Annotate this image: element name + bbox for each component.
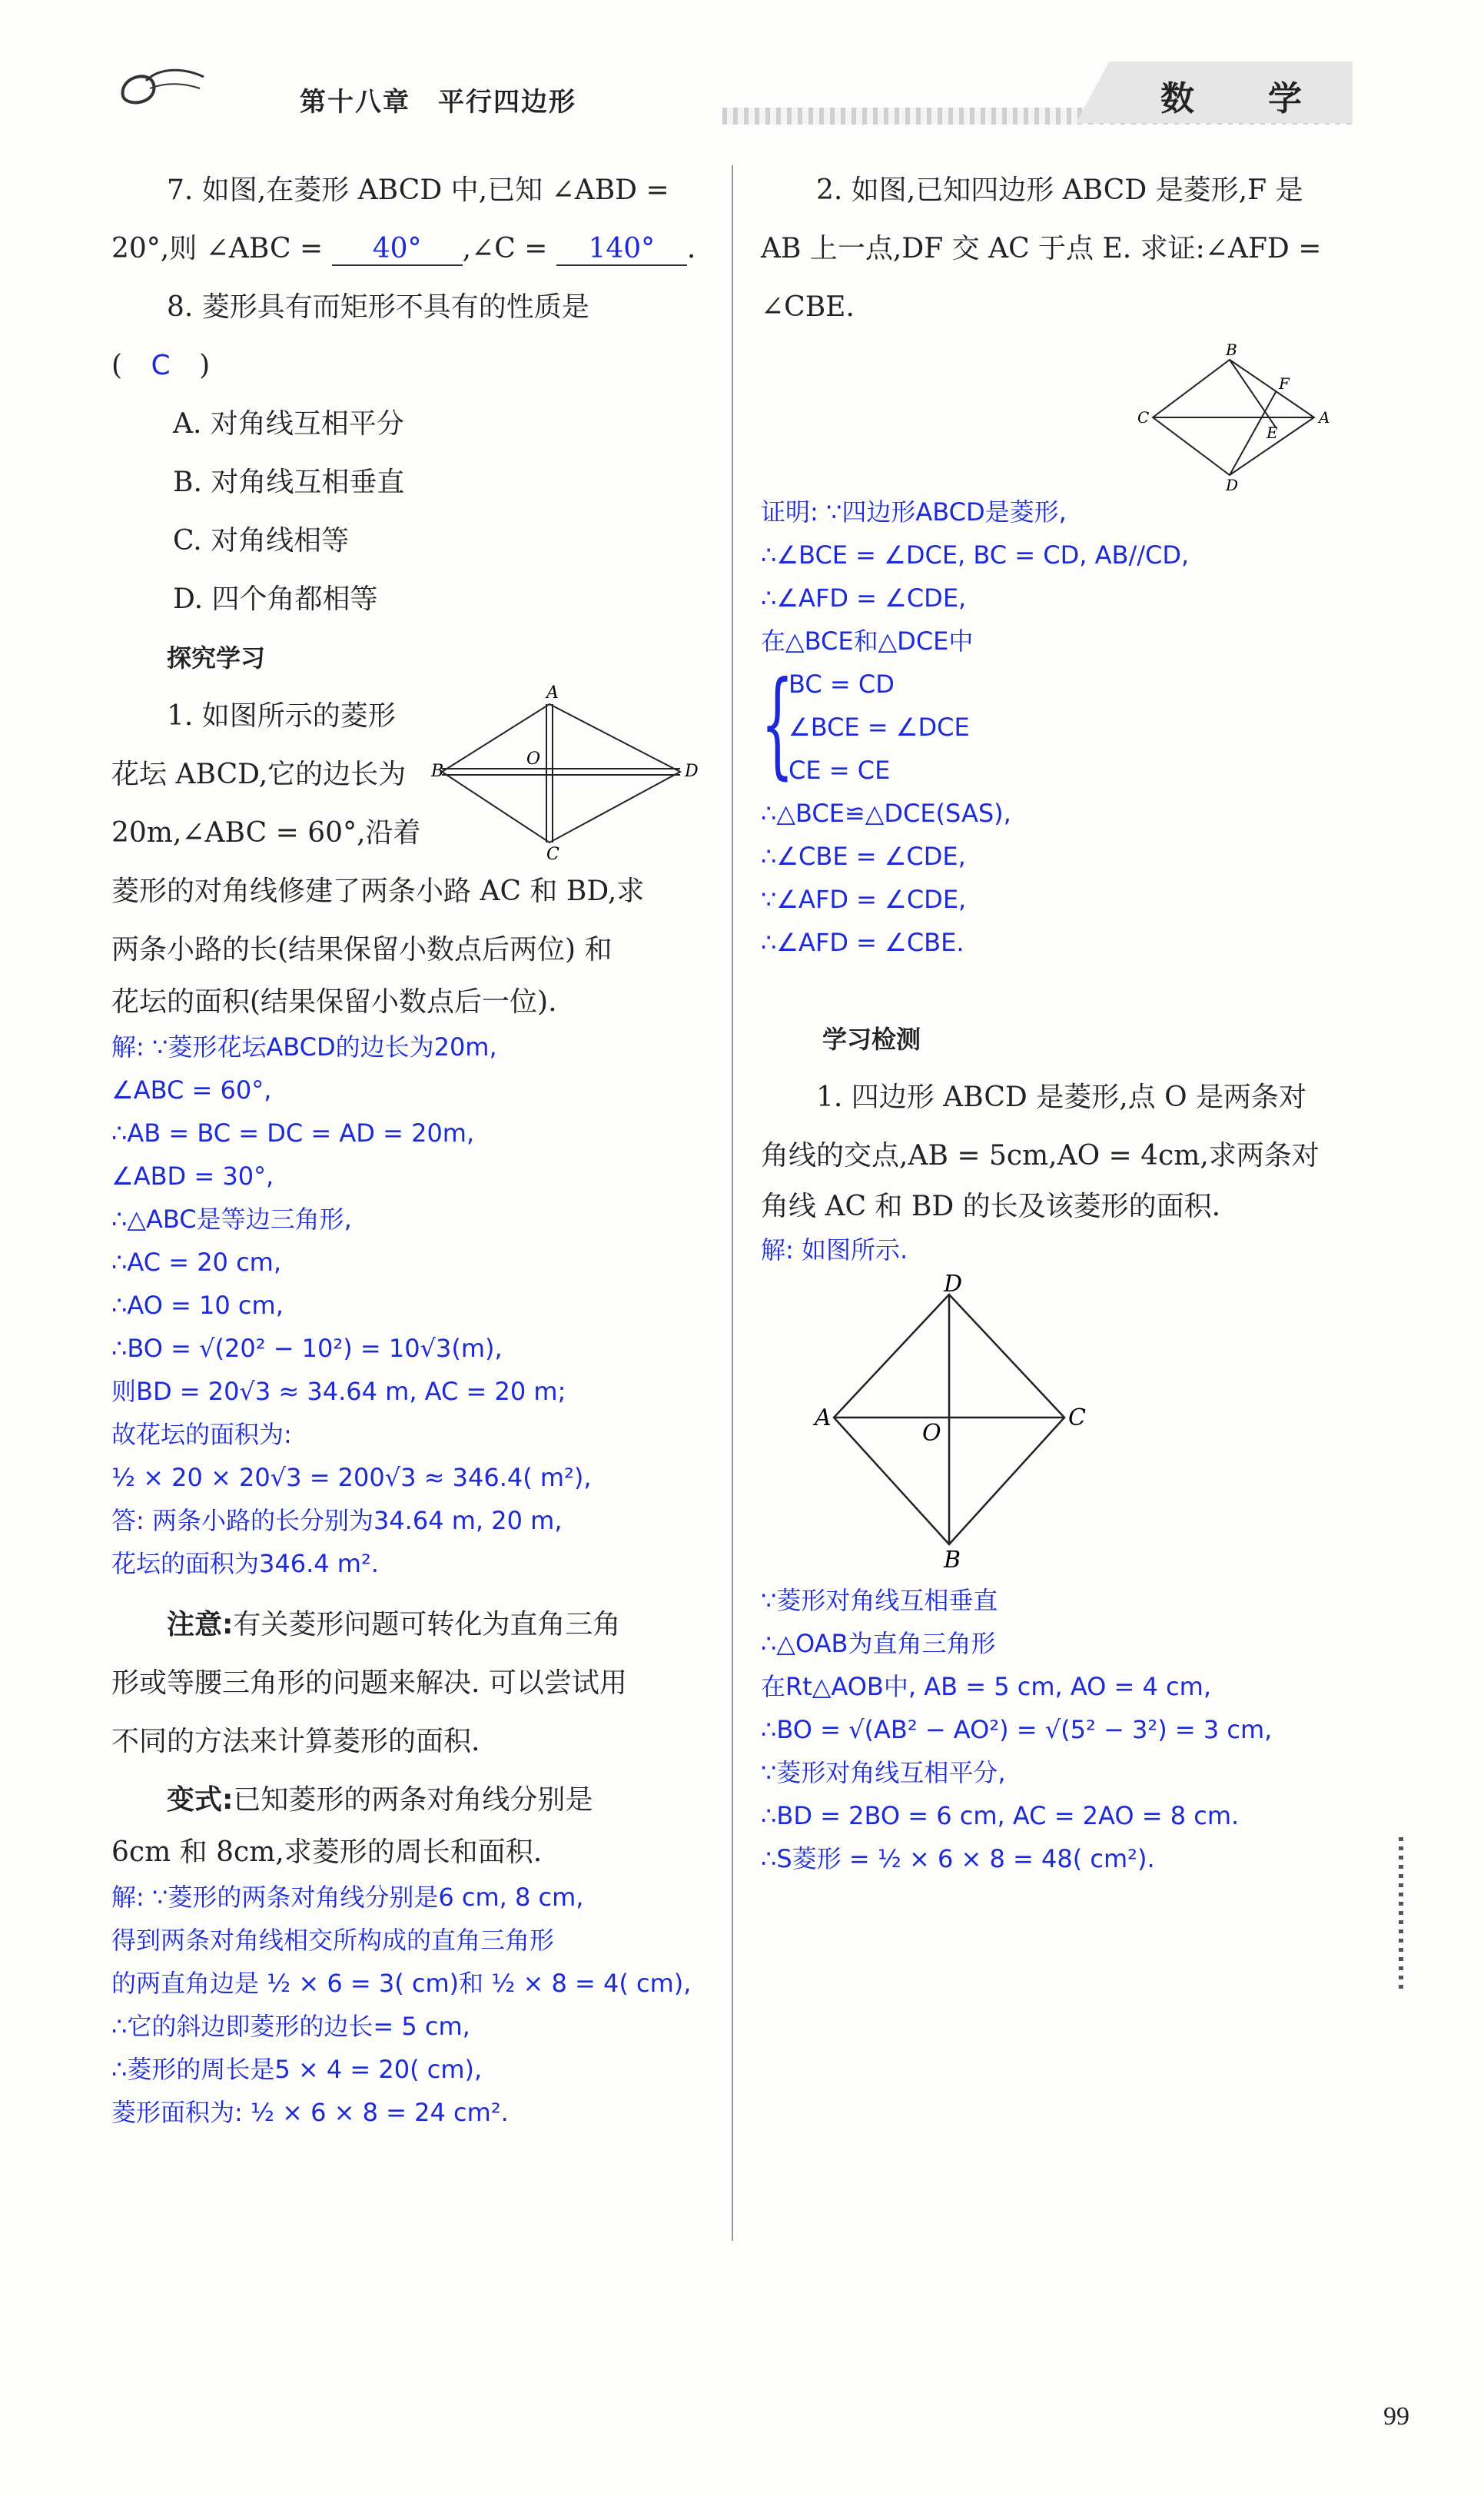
q8-line1: 8. 菱形具有而矩形不具有的性质是 (167, 291, 589, 323)
sol2-line: 解: ∵菱形的两条对角线分别是6 cm, 8 cm, (111, 1883, 584, 1912)
q7-end: . (686, 233, 696, 264)
fig1-label-b: B (431, 762, 444, 781)
fig3-label-c: C (1068, 1404, 1086, 1431)
q7-answer-abc: 40° (332, 234, 463, 266)
q2-proof (761, 490, 1353, 964)
q8-paren-open: ( (111, 350, 123, 381)
q8-option-d: D. 四个角都相等 (173, 583, 378, 615)
e1-solution (111, 1025, 711, 1585)
sol1-line: ∴△ABC是等边三角形, (111, 1205, 352, 1234)
t1-line1: 1. 四边形 ABCD 是菱形,点 O 是两条对 (816, 1082, 1307, 1113)
fig2-block (761, 337, 1353, 494)
variant-text: 已知菱形的两条对角线分别是 (233, 1784, 593, 1816)
system-lines (788, 663, 970, 792)
sol1-line: 故花坛的面积为: (111, 1420, 292, 1449)
fig1-label-d: D (685, 762, 699, 781)
sol3-line: 在Rt△AOB中, AB = 5 cm, AO = 4 cm, (761, 1672, 1211, 1701)
proof-line: 在△BCE和△DCE中 (761, 626, 974, 656)
e1-line3: 20m,∠ABC = 60°,沿着 (111, 817, 421, 849)
sol1-line: ∴AB = BC = DC = AD = 20m, (111, 1118, 475, 1148)
congruence-system (761, 657, 1353, 792)
sol1-line: 解: ∵菱形花坛ABCD的边长为20m, (111, 1032, 497, 1062)
sol1-line: 花坛的面积为346.4 m². (111, 1549, 379, 1578)
sol3-line: ∵菱形对角线互相垂直 (761, 1586, 998, 1615)
chapter-title: 第十八章 平行四边形 (300, 87, 576, 118)
fig3-label-o: O (922, 1420, 941, 1447)
page-number: 99 (1383, 2402, 1409, 2431)
variant-line2: 6cm 和 8cm,求菱形的周长和面积. (111, 1836, 543, 1868)
sol1-line: 答: 两条小路的长分别为34.64 m, 20 m, (111, 1506, 563, 1535)
note-line2: 形或等腰三角形的问题来解决. 可以尝试用 (111, 1667, 627, 1699)
subject-label: 数 学 (1160, 79, 1322, 118)
fig1-label-a: A (546, 683, 559, 703)
section-explore-title: 探究学习 (167, 643, 266, 673)
sol2-line: ∴它的斜边即菱形的边长= 5 cm, (111, 2012, 470, 2041)
q7-text: 20°,则 ∠ABC = (111, 233, 324, 264)
q2-line2: AB 上一点,DF 交 AC 于点 E. 求证:∠AFD = (761, 233, 1322, 264)
t1-line2: 角线的交点,AB = 5cm,AO = 4cm,求两条对 (761, 1140, 1320, 1172)
variant-solution (111, 1876, 711, 2134)
fig2-label-d: D (1226, 476, 1239, 494)
fig3-label-a: A (815, 1404, 832, 1431)
sol3-line: ∴BO = √(AB² − AO²) = √(5² − 3²) = 3 cm, (761, 1715, 1273, 1744)
fig2-label-a: A (1319, 408, 1330, 427)
note-text: 有关菱形问题可转化为直角三角 (233, 1609, 621, 1640)
e1-line4: 菱形的对角线修建了两条小路 AC 和 BD,求 (111, 876, 645, 907)
sol3-line: ∴BD = 2BO = 6 cm, AC = 2AO = 8 cm. (761, 1801, 1240, 1830)
proof-line: ∴∠BCE = ∠DCE, BC = CD, AB//CD, (761, 540, 1190, 570)
q7-line2 (111, 220, 711, 278)
chapter-logo-icon (115, 61, 207, 115)
e1-line2: 花坛 ABCD,它的边长为 (111, 759, 407, 790)
note-line3: 不同的方法来计算菱形的面积. (111, 1726, 480, 1757)
q8-choice (111, 337, 711, 395)
sol2-line: 的两直角边是 ½ × 6 = 3( cm)和 ½ × 8 = 4( cm), (111, 1969, 692, 1998)
proof-line: ∴△BCE≌△DCE(SAS), (761, 799, 1011, 828)
fig1-label-o: O (526, 749, 541, 769)
q8-option-a: A. 对角线互相平分 (173, 408, 404, 440)
q7-mid: ,∠C = (462, 233, 548, 264)
brace-icon: { (761, 657, 794, 791)
sol2-line: ∴菱形的周长是5 × 4 = 20( cm), (111, 2055, 483, 2084)
q8-paren-close: ) (199, 350, 211, 381)
sol1-line: 则BD = 20√3 ≈ 34.64 m, AC = 20 m; (111, 1377, 566, 1406)
t1-solution (761, 1579, 1353, 1880)
fig2-label-f: F (1279, 374, 1290, 393)
sol3-line: ∴S菱形 = ½ × 6 × 8 = 48( cm²). (761, 1844, 1155, 1873)
system-line: BC = CD (788, 670, 895, 699)
sol2-line: 菱形面积为: ½ × 6 × 8 = 24 cm². (111, 2098, 509, 2127)
sol3-line: ∴△OAB为直角三角形 (761, 1629, 996, 1658)
rhombus-figure-1 (431, 681, 699, 864)
sol1-line: ½ × 20 × 20√3 = 200√3 ≈ 346.4( m²), (111, 1463, 592, 1492)
fig2-label-c: C (1137, 408, 1150, 427)
fig2-label-b: B (1226, 341, 1237, 359)
proof-line: ∴∠AFD = ∠CDE, (761, 583, 967, 613)
column-divider (732, 165, 733, 2241)
variant-label: 变式: (167, 1784, 234, 1816)
sol1-line: ∠ABD = 30°, (111, 1162, 274, 1191)
right-column (761, 161, 1353, 1880)
q7-line1: 7. 如图,在菱形 ABCD 中,已知 ∠ABD = (167, 174, 669, 206)
system-line: CE = CE (788, 756, 891, 785)
sol1-line: ∠ABC = 60°, (111, 1075, 272, 1105)
fig3-label-b: B (944, 1547, 961, 1574)
proof-line: ∵∠AFD = ∠CDE, (761, 885, 967, 914)
e1-line5: 两条小路的长(结果保留小数点后两位) 和 (111, 934, 613, 965)
q8-option-b: B. 对角线互相垂直 (173, 467, 405, 498)
q8-option-c: C. 对角线相等 (173, 525, 350, 557)
t1-line3: 角线 AC 和 BD 的长及该菱形的面积. (761, 1191, 1221, 1222)
e1-line6: 花坛的面积(结果保留小数点后一位). (111, 986, 557, 1018)
fig3-block (761, 1271, 1353, 1579)
q2-line3: ∠CBE. (761, 291, 855, 323)
proof-line: ∴∠CBE = ∠CDE, (761, 842, 966, 871)
variant-line1 (111, 1771, 711, 1830)
sol2-line: 得到两条对角线相交所构成的直角三角形 (111, 1926, 555, 1955)
note-label: 注意: (167, 1609, 234, 1640)
q2-line1: 2. 如图,已知四边形 ABCD 是菱形,F 是 (816, 174, 1303, 206)
q8-answer: C (151, 350, 171, 381)
rhombus-figure-3 (799, 1271, 1122, 1574)
section-test-title: 学习检测 (822, 1025, 921, 1054)
sol3-line: ∵菱形对角线互相平分, (761, 1758, 1006, 1787)
e1-line1: 1. 如图所示的菱形 (167, 700, 396, 732)
system-line: ∠BCE = ∠DCE (788, 713, 970, 742)
note-line1 (111, 1596, 711, 1654)
left-column (111, 161, 711, 2134)
fig3-label-d: D (944, 1271, 963, 1298)
q7-answer-c: 140° (556, 234, 687, 266)
t1-solution-head: 解: 如图所示. (761, 1235, 908, 1265)
fig1-label-c: C (546, 845, 559, 864)
proof-line: 证明: ∵四边形ABCD是菱形, (761, 497, 1067, 527)
side-dots-decor (1399, 1837, 1403, 1991)
fig2-label-e: E (1267, 424, 1278, 442)
rhombus-figure-2 (1137, 341, 1345, 494)
sol1-line: ∴AC = 20 cm, (111, 1248, 282, 1277)
e1-figure-block (111, 683, 711, 864)
sol1-line: ∴AO = 10 cm, (111, 1291, 284, 1320)
sol1-line: ∴BO = √(20² − 10²) = 10√3(m), (111, 1334, 503, 1363)
proof-line: ∴∠AFD = ∠CBE. (761, 928, 964, 957)
